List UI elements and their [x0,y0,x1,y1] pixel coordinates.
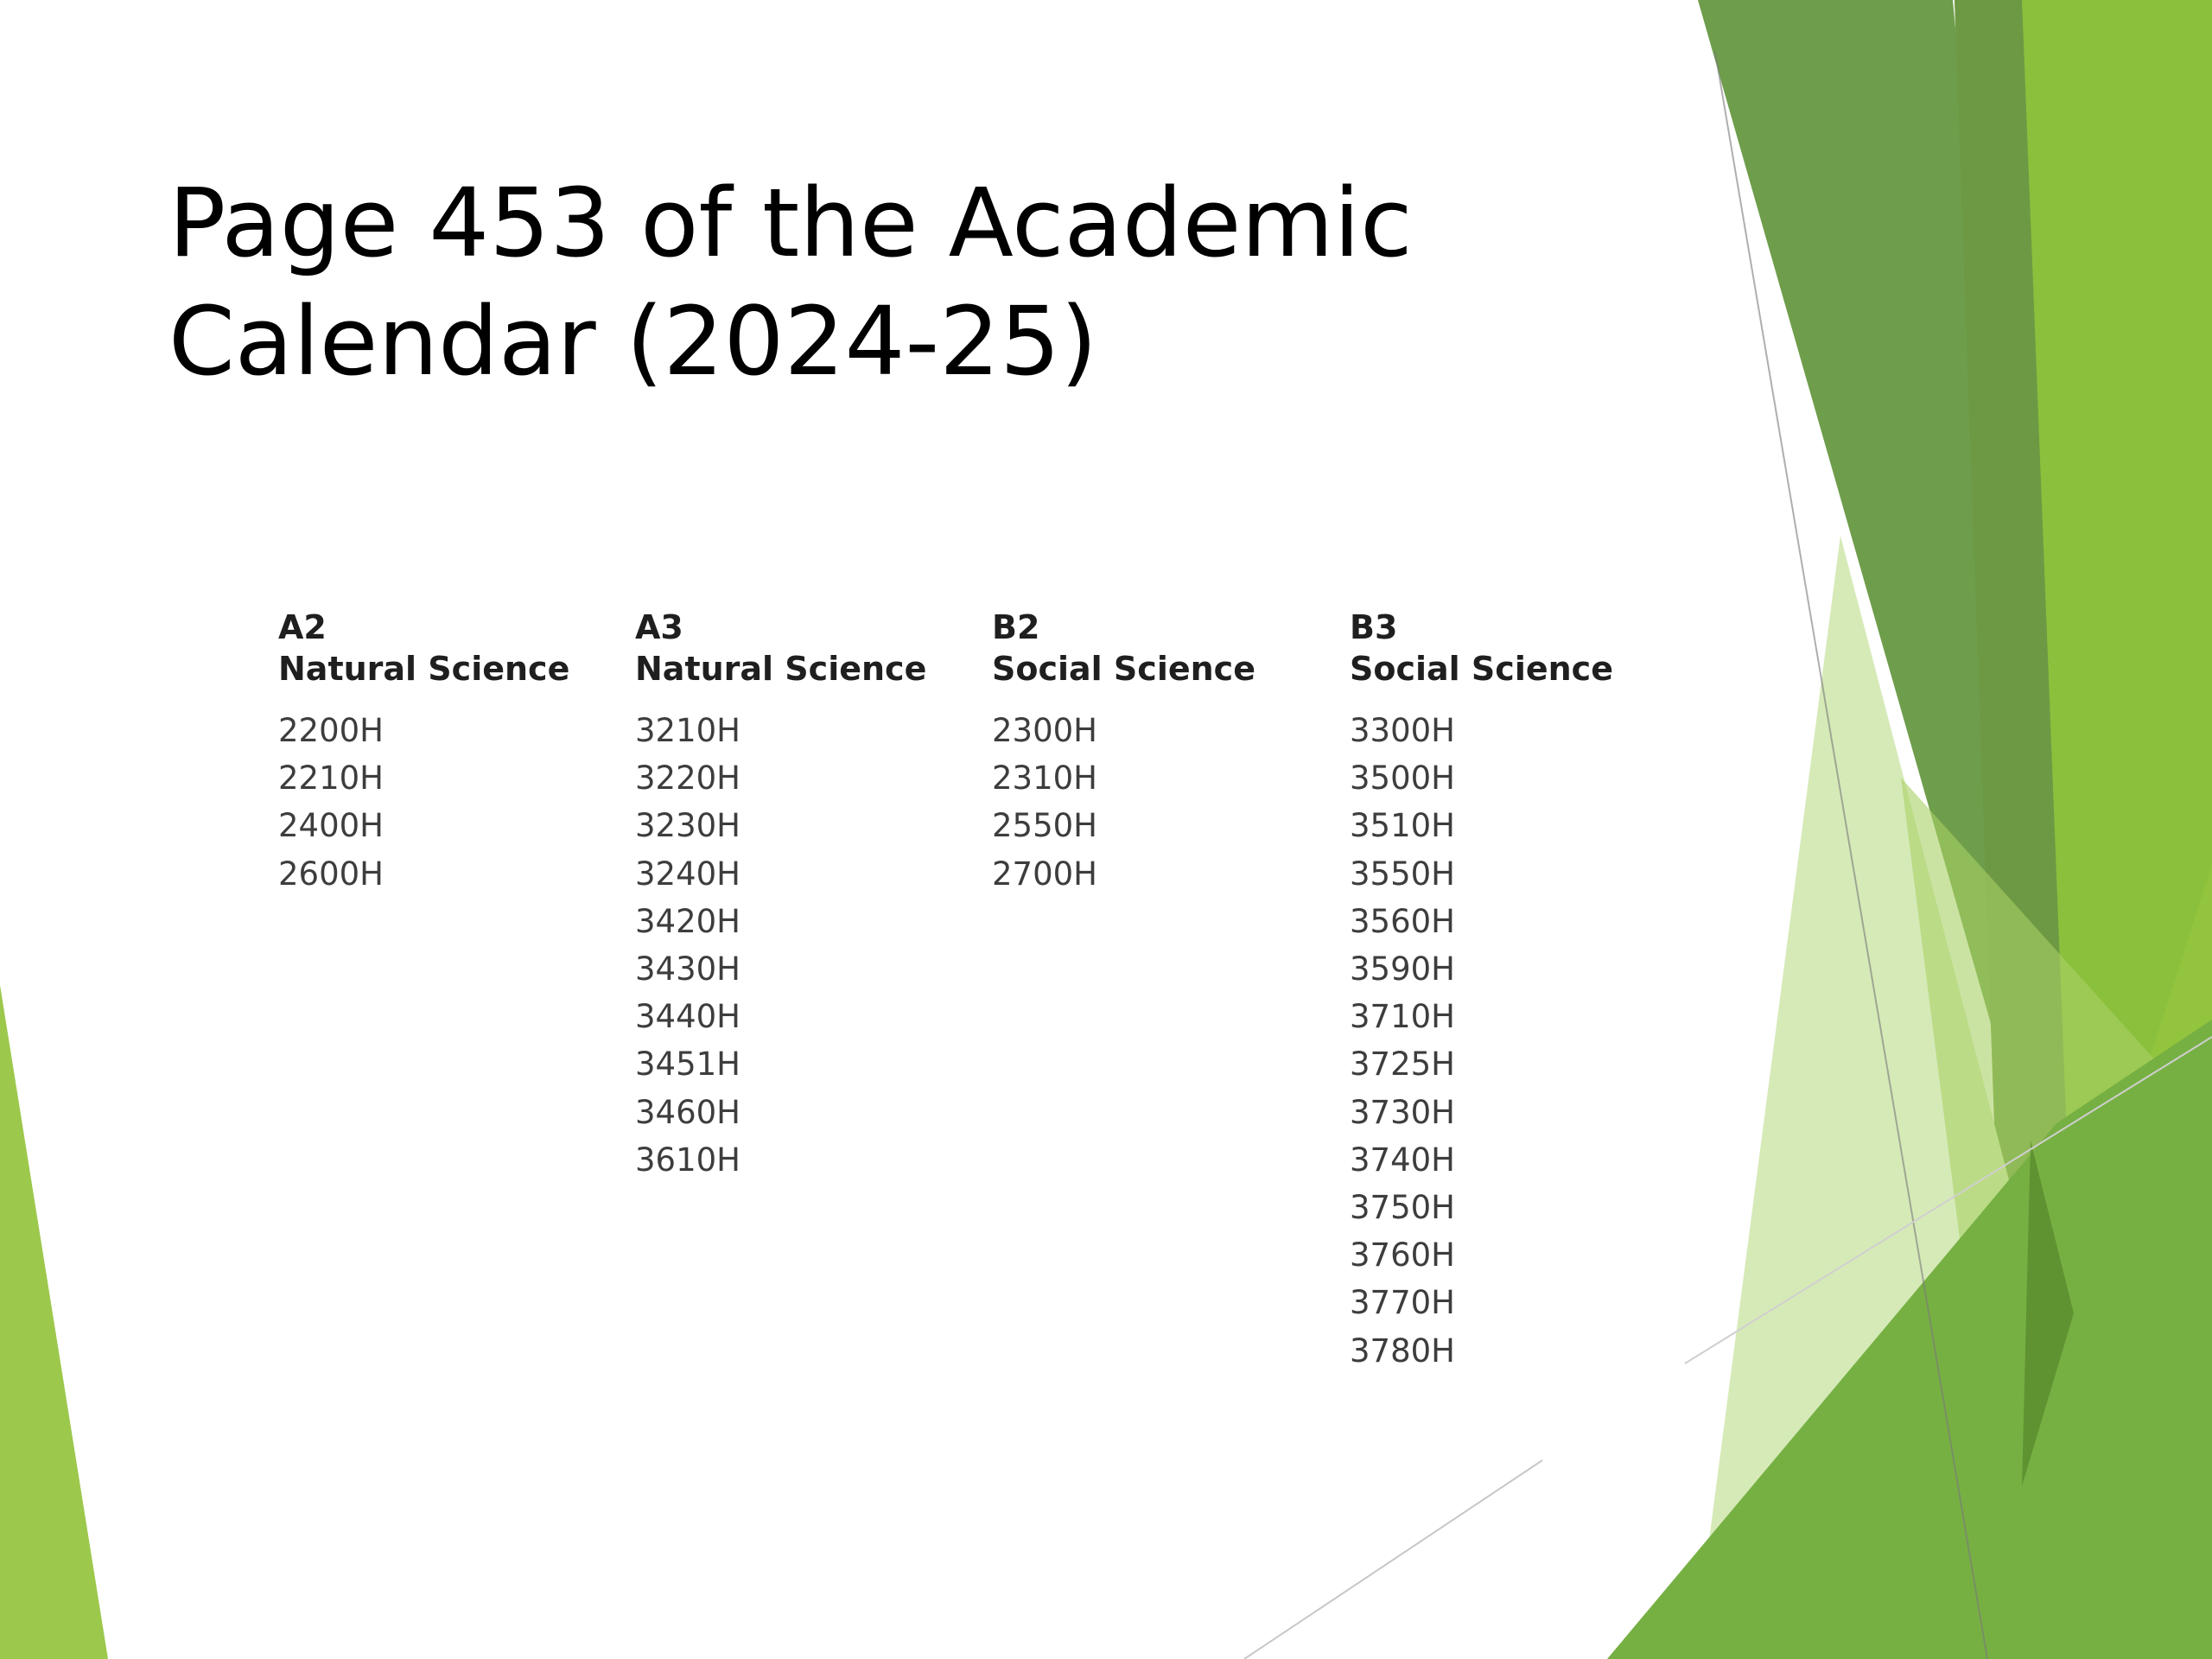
course-code: 3750H [1350,1189,1455,1227]
course-code: 3510H [1350,807,1455,845]
group-area: Social Science [1350,650,1613,688]
group-area: Natural Science [635,650,927,688]
slide-title [168,164,1637,401]
course-code: 3710H [1350,998,1455,1036]
course-code: 3730H [1350,1093,1455,1131]
column-header [992,607,1338,690]
course-code: 3725H [1350,1046,1455,1084]
course-code: 3430H [635,950,741,988]
course-code: 3460H [635,1093,741,1131]
column-header [1350,607,1695,690]
course-code: 3440H [635,998,741,1036]
course-code: 3610H [635,1141,741,1179]
course-list [635,707,981,1184]
course-code: 2200H [278,712,384,749]
column-a2 [278,607,624,898]
course-code: 3760H [1350,1236,1455,1274]
group-code: B3 [1350,608,1398,646]
group-code: A3 [635,608,683,646]
course-code: 2400H [278,807,384,845]
slide-title-line-2: Calendar (2024-25) [168,286,1098,397]
course-list [992,707,1338,898]
course-list [1350,707,1695,1375]
course-code: 2300H [992,712,1097,749]
group-code: A2 [278,608,327,646]
course-list [278,707,624,898]
group-code: B2 [992,608,1040,646]
course-code: 2310H [992,760,1097,798]
group-area: Natural Science [278,650,570,688]
left-edge-sliver [0,985,108,1659]
course-code: 3740H [1350,1141,1455,1179]
column-b3 [1350,607,1695,1375]
course-code: 3780H [1350,1332,1455,1370]
course-code: 3770H [1350,1284,1455,1322]
column-header [635,607,981,690]
course-code: 3300H [1350,712,1455,749]
course-code: 3220H [635,760,741,798]
course-code: 3560H [1350,902,1455,940]
course-code: 2600H [278,855,384,893]
column-header [278,607,624,690]
course-code: 3451H [635,1046,741,1084]
column-a3 [635,607,981,1184]
course-code: 2700H [992,855,1097,893]
course-code: 2550H [992,807,1097,845]
thin-line-2 [1244,1460,1542,1659]
course-code: 3500H [1350,760,1455,798]
slide-title-line-1: Page 453 of the Academic [168,168,1413,278]
course-code: 2210H [278,760,384,798]
course-code: 3230H [635,807,741,845]
course-code: 3420H [635,902,741,940]
group-area: Social Science [992,650,1255,688]
course-code: 3590H [1350,950,1455,988]
course-code: 3240H [635,855,741,893]
column-b2 [992,607,1338,898]
course-code: 3550H [1350,855,1455,893]
course-code: 3210H [635,712,741,749]
